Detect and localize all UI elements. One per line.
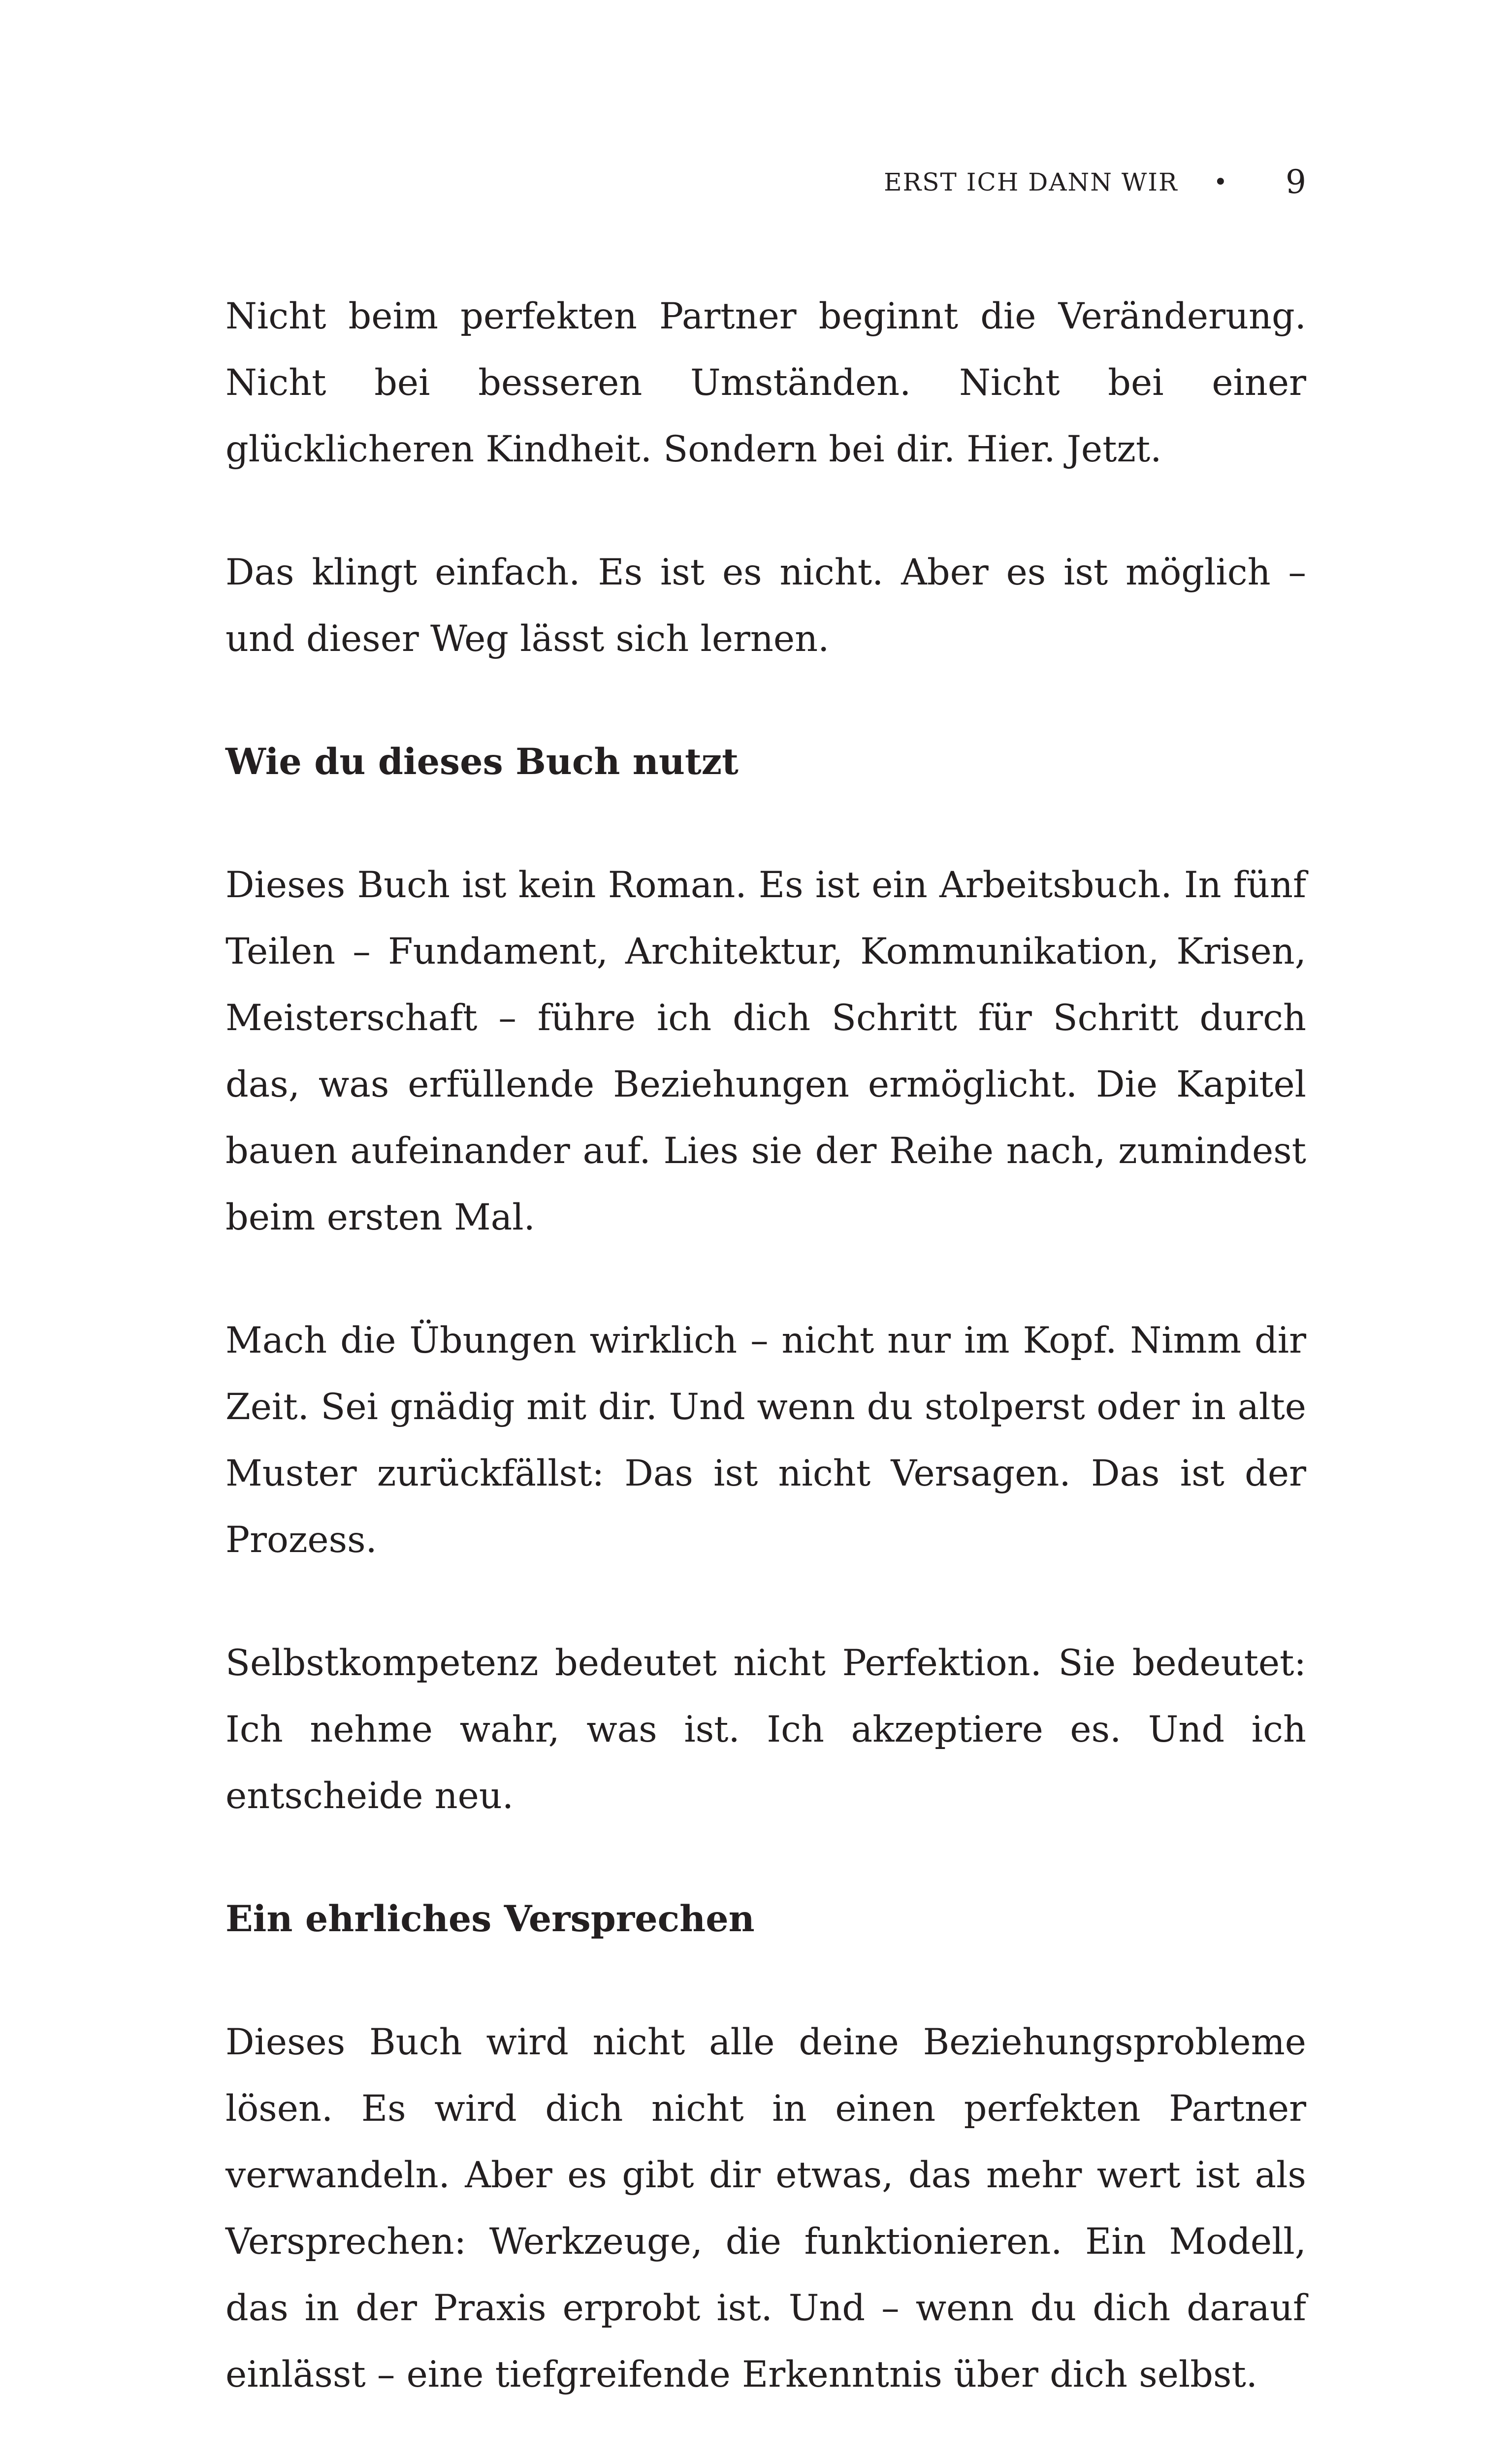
section-heading: Ein ehrliches Versprechen (225, 1898, 755, 1940)
paragraph: Dieses Buch wird nicht alle deine Beziehungsprobleme lösen. Es wird dich nicht in einen perfekten Partner verwandeln. Aber es gibt dir etwas, das mehr wert ist als Versprechen: Werkzeuge, die funktionieren. Ein Modell, das in der Praxis erprobt ist. Und – wenn du dich darauf einlässt – eine tiefgreifende Erkenntnis über dich selbst. (225, 2021, 1306, 2396)
paragraph: Nicht beim perfekten Partner beginnt die Veränderung. Nicht bei besseren Umständen. Nicht bei einer glücklicheren Kindheit. Sondern bei dir. Hier. Jetzt. (225, 295, 1306, 470)
paragraph: Das klingt einfach. Es ist es nicht. Aber es ist möglich – und dieser Weg lässt sich lernen. (225, 551, 1306, 660)
paragraph: Selbstkompetenz bedeutet nicht Perfektion. Sie bedeutet: Ich nehme wahr, was ist. Ich akzeptiere es. Und ich entscheide neu. (225, 1642, 1306, 1817)
paragraph: Mach die Übungen wirklich – nicht nur im Kopf. Nimm dir Zeit. Sei gnädig mit dir. Und wenn du stolperst oder in alte Muster zurückfällst: Das ist nicht Versagen. Das ist der Prozess. (225, 1320, 1306, 1561)
running-title: ERST ICH DANN WIR (884, 168, 1178, 196)
page-number: 9 (1286, 163, 1306, 201)
paragraph: Dieses Buch ist kein Roman. Es ist ein Arbeitsbuch. In fünf Teilen – Fundament, Architektur, Kommunikation, Krisen, Meisterschaft – führe ich dich Schritt für Schritt durch das, was erfüllende Beziehungen ermöglicht. Die Kapitel bauen aufeinander auf. Lies sie der Reihe nach, zumindest beim ersten Mal. (225, 864, 1306, 1238)
running-head (225, 158, 1306, 207)
bullet-separator: • (1213, 168, 1227, 196)
section-heading: Wie du dieses Buch nutzt (225, 741, 739, 783)
page-body (225, 283, 1306, 2462)
